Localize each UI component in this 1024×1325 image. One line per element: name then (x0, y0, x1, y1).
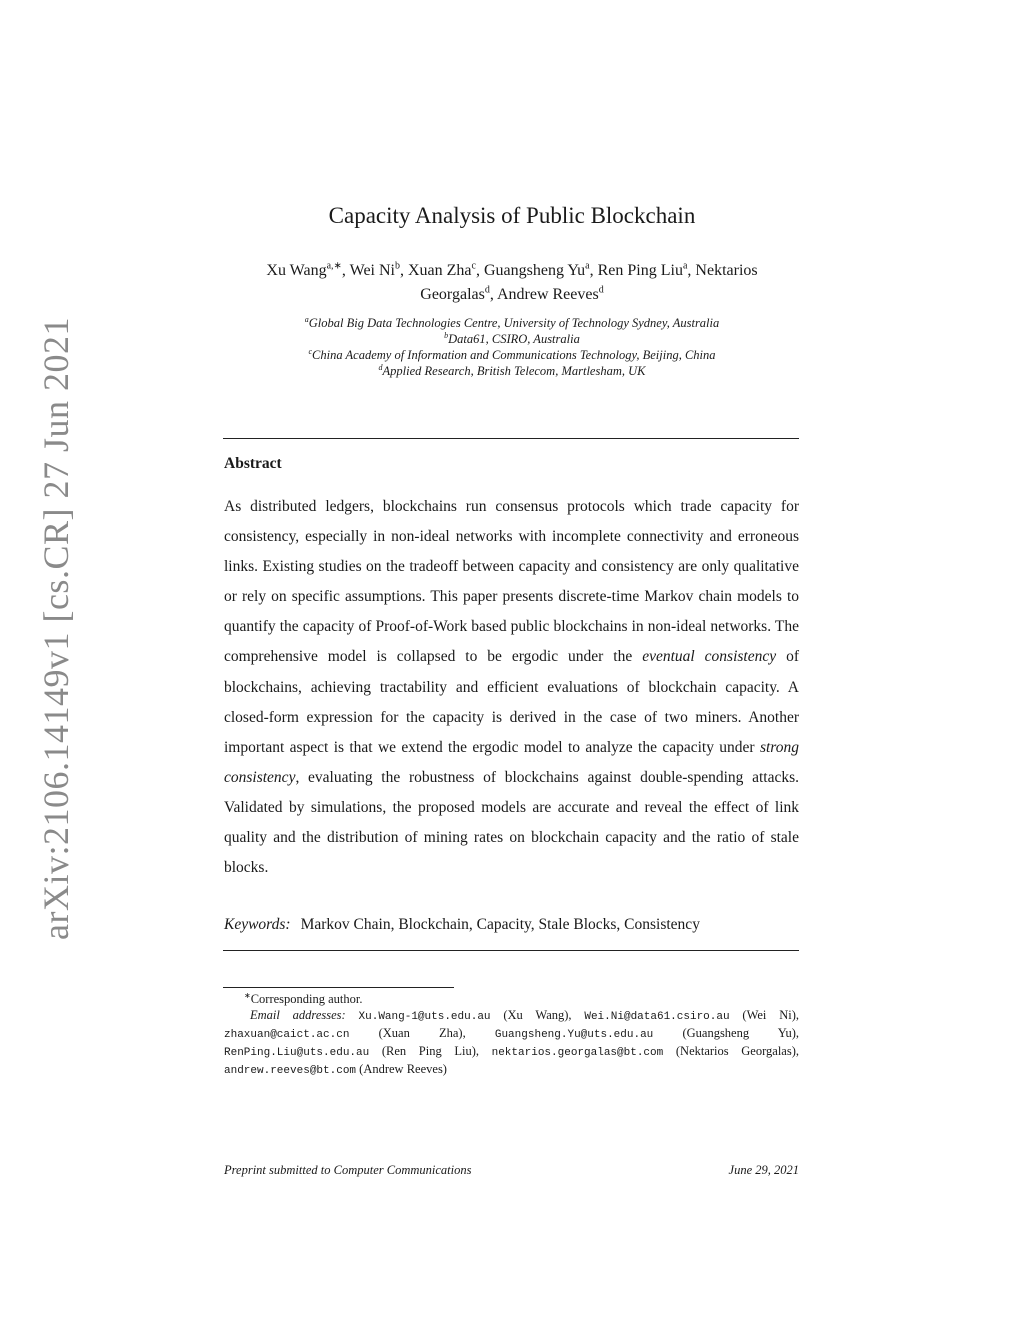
affiliation-a (0, 315, 1024, 331)
footer-date: June 29, 2021 (728, 1163, 799, 1177)
abstract-emphasis: eventual consistency (642, 648, 777, 666)
author-name: Wei Ni (349, 262, 395, 279)
email-addresses (224, 1007, 799, 1079)
affil-text: Applied Research, British Telecom, Martlesham, UK (382, 364, 646, 378)
author-name: Andrew Reeves (496, 286, 599, 303)
author-separator: , (341, 262, 350, 279)
email-link[interactable]: andrew.reeves@bt.com (224, 1065, 357, 1077)
author-separator: , (475, 262, 484, 279)
affil-mark: a (304, 314, 309, 324)
email-link[interactable]: zhaxuan@caict.ac.cn (224, 1029, 350, 1041)
keywords (224, 913, 799, 937)
email-link[interactable]: Guangsheng.Yu@uts.edu.au (494, 1029, 654, 1041)
email-owner: (Xu Wang), (490, 1008, 585, 1022)
author-list (200, 259, 824, 307)
abstract-heading: Abstract (224, 455, 282, 472)
email-link[interactable]: RenPing.Liu@uts.edu.au (224, 1047, 370, 1059)
footer-journal: Preprint submitted to Computer Communications (224, 1163, 472, 1177)
email-owner: (Guangsheng Yu), (653, 1026, 799, 1040)
affiliation-c (0, 347, 1024, 363)
paper-title: Capacity Analysis of Public Blockchain (328, 203, 696, 228)
abstract-emphasis: strong consistency (224, 738, 799, 786)
author-affil-mark: b (395, 260, 400, 272)
author-line-2 (200, 283, 824, 307)
abstract-text: , evaluating the robustness of blockchains against double-spending attacks. Validated by simulations, the proposed models are accurate and reveal the effect of link quality and the distribution of mining rates on blockchain capacity and the ratio of stale blocks. (224, 768, 799, 877)
author-line-1 (200, 259, 824, 283)
arxiv-stamp: arXiv:2106.14149v1 [cs.CR] 27 Jun 2021 (36, 317, 76, 940)
affiliation-b (0, 331, 1024, 347)
author-affil-mark: a (585, 260, 590, 272)
affil-text: Data61, CSIRO, Australia (448, 332, 580, 346)
author-affil-mark: c (471, 260, 476, 272)
author-separator: , Nektarios (687, 262, 758, 279)
abstract-bottom-rule (223, 950, 799, 951)
author-affil-mark: d (484, 284, 490, 296)
abstract-body (224, 492, 799, 883)
email-label: Email addresses: (250, 1008, 346, 1022)
footnote-rule (223, 987, 454, 988)
email-owner: (Wei Ni), (729, 1008, 799, 1022)
author-separator: , (400, 262, 408, 279)
email-owner: (Xuan Zha), (349, 1026, 495, 1040)
affil-text: China Academy of Information and Communications Technology, Beijing, China (312, 348, 716, 362)
email-owner: (Nektarios Georgalas), (663, 1044, 799, 1058)
author-name: Xu Wang (266, 262, 327, 279)
abstract-top-rule (223, 438, 799, 439)
author-name: Guangsheng Yu (483, 262, 586, 279)
affil-mark: d (378, 362, 383, 372)
author-separator: , (489, 286, 497, 303)
abstract-text: As distributed ledgers, blockchains run consensus protocols which trade capacity for consistency, especially in non-ideal networks with incomplete connectivity and erroneous links. Existing studies on the tradeoff between capacity and consistency are only qualitative or rely on specific assumptions. This paper presents discrete-time Markov chain models to quantify the capacity of Proof-of-Work based public blockchains in non-ideal networks. The comprehensive model is collapsed to be ergodic under the (224, 498, 799, 666)
author-affil-mark: a (682, 260, 688, 272)
affil-mark: c (308, 346, 313, 356)
author-name: Georgalas (420, 286, 485, 303)
author-name: Xuan Zha (408, 262, 472, 279)
author-name: Ren Ping Liu (597, 262, 683, 279)
email-link[interactable]: Xu.Wang-1@uts.edu.au (358, 1011, 491, 1023)
email-owner: (Andrew Reeves) (356, 1062, 447, 1076)
affiliation-list (0, 315, 1024, 379)
email-link[interactable]: Wei.Ni@data61.csiro.au (584, 1011, 730, 1023)
affiliation-d (0, 363, 1024, 379)
corresponding-note (224, 991, 799, 1007)
footnote (224, 991, 799, 1079)
author-separator: , (589, 262, 598, 279)
affil-mark: b (444, 330, 449, 340)
abstract-text: of blockchains, achieving tractability and efficient evaluations of blockchain capacity. A closed-form expression for the capacity is derived in the case of two miners. Another important aspect is that we extend the ergodic model to analyze the capacity under (224, 648, 799, 756)
corresponding-text: Corresponding author. (250, 992, 363, 1006)
email-link[interactable]: nektarios.georgalas@bt.com (491, 1047, 664, 1059)
author-affil-mark: a,∗ (326, 260, 342, 272)
keywords-label: Keywords: (224, 916, 291, 933)
corresponding-mark: ∗ (244, 990, 251, 1000)
author-affil-mark: d (598, 284, 604, 296)
affil-text: Global Big Data Technologies Centre, University of Technology Sydney, Australia (308, 316, 720, 330)
keywords-text: Markov Chain, Blockchain, Capacity, Stale Blocks, Consistency (300, 916, 700, 933)
email-owner: (Ren Ping Liu), (369, 1044, 492, 1058)
